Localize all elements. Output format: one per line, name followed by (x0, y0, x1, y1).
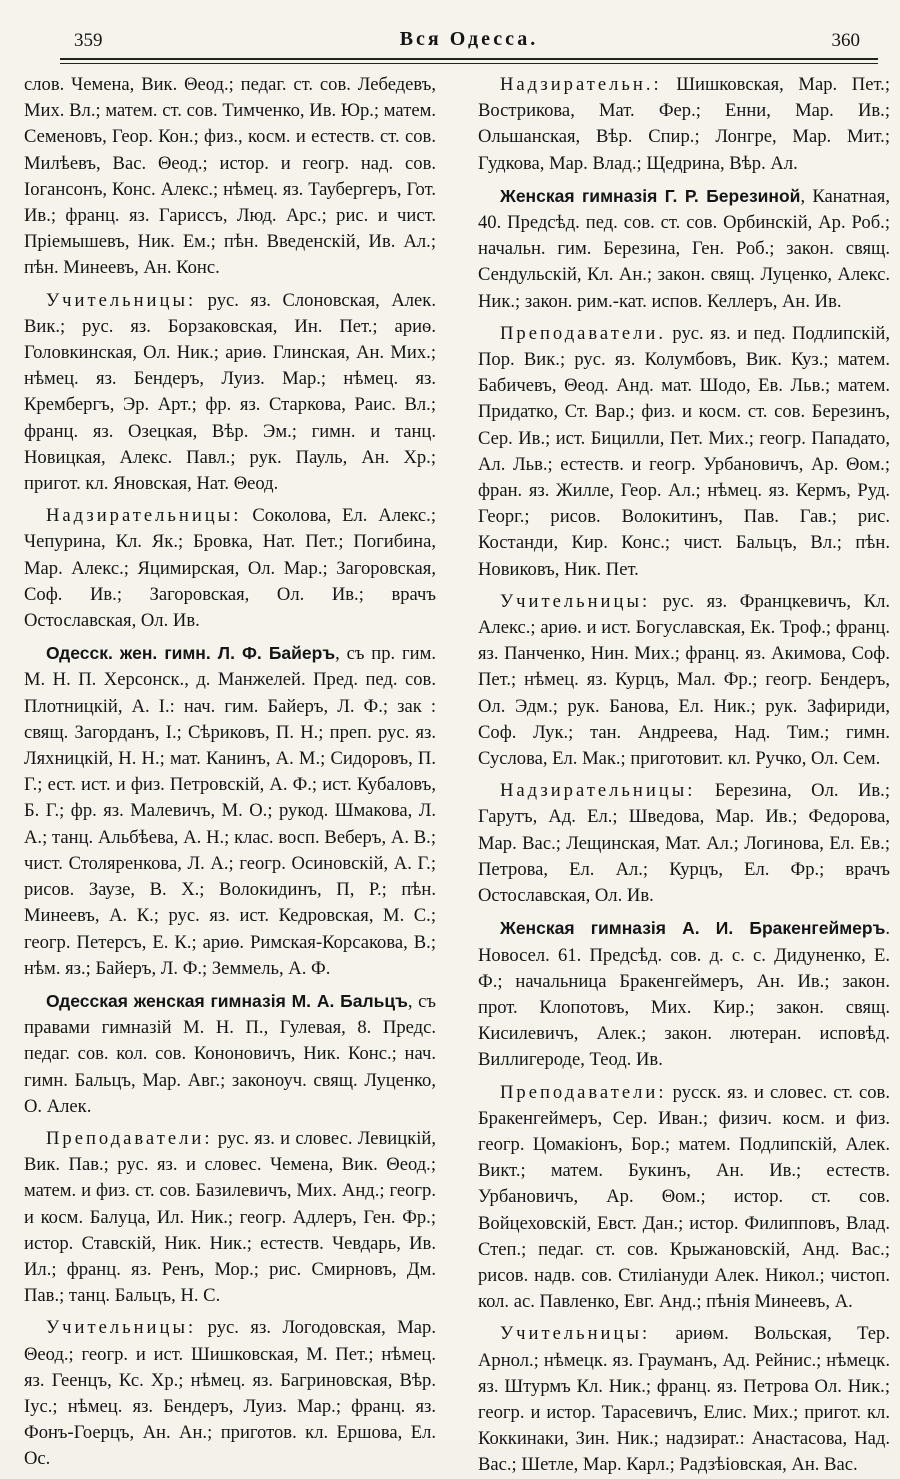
page-header (60, 22, 878, 62)
text-columns (24, 72, 891, 1476)
page-number-right: 360 (831, 30, 860, 51)
section-label: Учительницы: (500, 590, 651, 612)
paragraph-text: русск. яз. и словес. ст. сов. Бракенгеймеръ, Сер. Иван.; физич. косм. и физ. геогр. Цомакіонъ, Бор.; матем. Подлипскій, Алек. Викт.; матем. Букинъ, Ан. Ив.; естеств. Урбановичъ, Ар. Θом.; истор. ст. сов. Войцеховскій, Евст. Дан.; истор. Филипповъ, Влад. Степ.; педаг. ст. сов. Крыжановскій, Анд. Вас.; рисов. надв. сов. Стиліануди Алек. Никол.; чистоп. кол. ас. Павленко, Евг. Анд.; пѣнія Минеевъ, А. (478, 1081, 890, 1313)
paragraph-text: рус. яз. Слоновская, Алек. Вик.; рус. яз. Борзаковская, Ин. Пет.; ариѳ. Головкинская, Ол. Ник.; ариѳ. Глинская, Ан. Мих.; нѣмец. яз. Бендеръ, Луиз. Мар.; нѣмец. яз. Крембергъ, Эр. Арт.; фр. яз. Старкова, Раис. Вл.; франц. яз. Озецкая, Вѣр. Эм.; гимн. и танц. Новицкая, Алекс. Павл.; рук. Пауль, Ан. Хр.; пригот. кл. Яновская, Нат. Θеод. (24, 289, 436, 495)
section-label: Учительницы: (46, 289, 197, 311)
paragraph (478, 183, 890, 315)
header-rule-thick (60, 58, 878, 60)
institution-title: Одесская женская гимназія М. А. Бальцъ (46, 990, 408, 1011)
section-label: Преподаватели: (46, 1127, 213, 1149)
page-number-left: 359 (74, 30, 103, 51)
paragraph-text: рус. яз. и словес. Левицкій, Вик. Пав.; рус. яз. и словес. Чемена, Вик. Θеод.; матем. и физ. ст. сов. Базилевичъ, Мих. Анд.; геогр. и косм. Балуца, Ил. Ник.; геогр. Адлеръ, Ген. Фр.; истор. Ставскій, Ник. Ник.; естеств. Чевдарь, Ив. Ил.; франц. яз. Ренъ, Мор.; рис. Смирновъ, Дм. Пав.; танц. Бальцъ, Н. С. (24, 1127, 436, 1307)
paragraph-text: Березина, Ол. Ив.; Гарутъ, Ад. Ел.; Шведова, Мар. Ив.; Федорова, Мар. Вас.; Лещинская, Мат. Ал.; Логинова, Ел. Ев.; Петрова, Ел. Ал.; Курцъ, Ел. Фр.; врачъ Остославская, Ол. Ив. (478, 780, 890, 907)
paragraph (24, 1315, 436, 1472)
paragraph (24, 72, 436, 282)
paragraph (478, 1080, 890, 1316)
paragraph-text: , Канатная, 40. Предсѣд. пед. сов. ст. сов. Орбинскій, Ар. Роб.; начальн. гим. Березина, Ген. Роб.; закон. свящ. Сендульскій, Кл. Ан.; закон. свящ. Луценко, Алекс. Ник.; закон. рим.-кат. испов. Келлеръ, Ан. Ив. (478, 185, 891, 312)
paragraph (24, 288, 436, 498)
paragraph-text: Соколова, Ел. Алекс.; Чепурина, Кл. Як.; Бровка, Нат. Пет.; Погибина, Мар. Алекс.; Яцимирская, Ол. Мар.; Загоровская, Соф. Ив.; Загоровская, Ол. Ив.; врачъ Остославская, Ол. Ив. (24, 505, 436, 632)
section-label: Учительницы: (46, 1317, 197, 1339)
section-label: Учительницы: (500, 1323, 651, 1345)
paragraph (24, 1126, 436, 1309)
left-column (24, 72, 436, 1470)
paragraph-text: , съ пр. гим. М. Н. П. Херсонск., д. Манжелей. Пред. пед. сов. Плотницкій, А. І.: нач. гим. Байеръ, Л. Ф.; зак : свящ. Загорданъ, І.; Сѣриковъ, П. Н.; преп. рус. яз. Ляхницкій, Н. Н.; мат. Канинъ, А. М.; Сидоровъ, П. Г.; ест. ист. и физ. Петровскій, А. Ф.; ист. Кубаловъ, Б. Г.; фр. яз. Малевичъ, М. О.; рукод. Шмакова, Л. А.; танц. Альбѣева, А. Н.; клас. восп. Веберъ, А. В.; чист. Столяренкова, Л. А.; геогр. Осиновскій, А. Г.; рисов. Заузе, В. Х.; Волокидинъ, П, Р.; пѣн. Минеевъ, А. К.; рус. яз. ист. Кедровская, М. С.; геогр. Петерсъ, Е. К.; ариѳ. Римская-Корсакова, В.; нѣм. яз.; Байеръ, Л. Ф.; Земмель, А. Ф. (24, 643, 436, 979)
paragraph-text: Шишковская, Мар. Пет.; Вострикова, Мат. Фер.; Енни, Мар. Ив.; Ольшанская, Вѣр. Спир.; Лонгре, Мар. Мит.; Гудкова, Мар. Влад.; Щедрина, Вѣр. Ал. (478, 74, 890, 174)
institution-title: Женская гимназія А. И. Бракенгеймеръ (500, 918, 886, 939)
running-title: Вся Одесса. (399, 28, 539, 50)
paragraph (478, 915, 890, 1073)
section-label: Надзирательницы: (46, 505, 242, 527)
paragraph-text: рус. яз. Логодовская, Мар. Θеод.; геогр. и ист. Шишковская, М. Пет.; нѣмец. яз. Геенцъ, Кс. Хр.; нѣмец. яз. Багриновская, Вѣр. Іус.; нѣмец. яз. Бендеръ, Луиз. Мар.; франц. яз. Фонъ-Гоерцъ, Ан. Ан.; приготов. кл. Ершова, Ел. Ос. (24, 1317, 436, 1470)
paragraph (24, 503, 436, 634)
paragraph-text: рус. яз. и пед. Подлипскій, Пор. Вик.; рус. яз. Колумбовъ, Вик. Куз.; матем. Бабичевъ, Θеод. Анд. мат. Шодо, Ев. Льв.; матем. Придатко, Ст. Вар.; физ. и косм. ст. сов. Березинъ, Сер. Ив.; ист. Бицилли, Пет. Мих.; геогр. Пападато, Ал. Льв.; естеств. и геогр. Урбановичъ, Ар. Θом.; фран. яз. Жилле, Геор. Ал.; нѣмец. яз. Кермъ, Руд. Георг.; рисов. Волокитинъ, Пав. Гав.; рис. Костанди, Кир. Конс.; чист. Бальцъ, Вл.; пѣн. Новиковъ, Ник. Пет. (478, 322, 890, 580)
paragraph (478, 321, 890, 583)
paragraph-text: ариѳм. Вольская, Тер. Арнол.; нѣмецк. яз. Грауманъ, Ад. Рейнис.; нѣмецк. яз. Штурмъ Кл. Ник.; франц. яз. Петрова Ол. Ник.; геогр. и истор. Тарасевичъ, Елис. Мих.; пригот. кл. Коккинаки, Зин. Ник.; надзират.: Анастасова, Над. Вас.; Шетле, Мар. Карл.; Радзѣіовская, Ан. Вас. (478, 1323, 890, 1476)
section-label: Надзирательн.: (500, 74, 662, 95)
paragraph-text: . Новосел. 61. Предсѣд. сов. д. с. с. Дидуненко, Е. Ф.; начальница Бракенгеймеръ, Ан. Ив.; закон. прот. Клопотовъ, Мих. Кир.; закон. свящ. Кисилевичъ, Алек.; закон. лютеран. исповѣд. Виллигероде, Теод. Ив. (478, 918, 890, 1071)
paragraph-text: рус. яз. Францкевичъ, Кл. Алекс.; ариѳ. и ист. Богуславская, Ек. Троф.; франц. яз. Панченко, Нин. Мих.; франц. яз. Акимова, Соф. Пет.; нѣмец. яз. Курцъ, Мал. Фр.; геогр. Бендеръ, Ол. Эдм.; рук. Банова, Ел. Ник.; рук. Зафириди, Соф. Лук.; тан. Андреева, Над. Тим.; гимн. Суслова, Ел. Мак.; приготовит. кл. Ручко, Ол. Сем. (478, 590, 890, 770)
right-column (478, 72, 891, 1476)
section-label: Преподаватели. (500, 322, 666, 344)
institution-title: Женская гимназія Г. Р. Березиной (500, 185, 801, 206)
header-rule-thin (60, 63, 878, 64)
paragraph-text: слов. Чемена, Вик. Θеод.; педаг. ст. сов. Лебедевъ, Мих. Вл.; матем. ст. сов. Тимченко, Ив. Юр.; матем. Семеновъ, Геор. Кон.; физ., косм. и естеств. ст. сов. Милѣевъ, Вас. Θеод.; истор. и геогр. над. сов. Іогансонъ, Конс. Алекс.; нѣмец. яз. Таубергеръ, Гот. Ив.; франц. яз. Гариссъ, Люд. Арс.; рис. и чист. Пріемышевъ, Ник. Ем.; пѣн. Введенскій, Ив. Ал.; пѣн. Минеевъ, Ан. Конс. (24, 74, 436, 279)
section-label: Преподаватели: (500, 1081, 667, 1103)
paragraph (24, 640, 436, 982)
paragraph (478, 72, 890, 177)
paragraph-text: , съ правами гимназій М. Н. П., Гулевая, 8. Предс. педаг. сов. кол. сов. Кононовичъ, Ник. Конс.; нач. гимн. Бальцъ, Мар. Авг.; законоуч. свящ. Луценко, О. Алек. (24, 990, 436, 1117)
paragraph (478, 589, 890, 772)
paragraph (478, 778, 890, 909)
institution-title: Одесск. жен. гимн. Л. Ф. Байеръ (46, 643, 336, 664)
paragraph (24, 988, 436, 1120)
paragraph (478, 1321, 890, 1478)
section-label: Надзирательницы: (500, 780, 696, 802)
